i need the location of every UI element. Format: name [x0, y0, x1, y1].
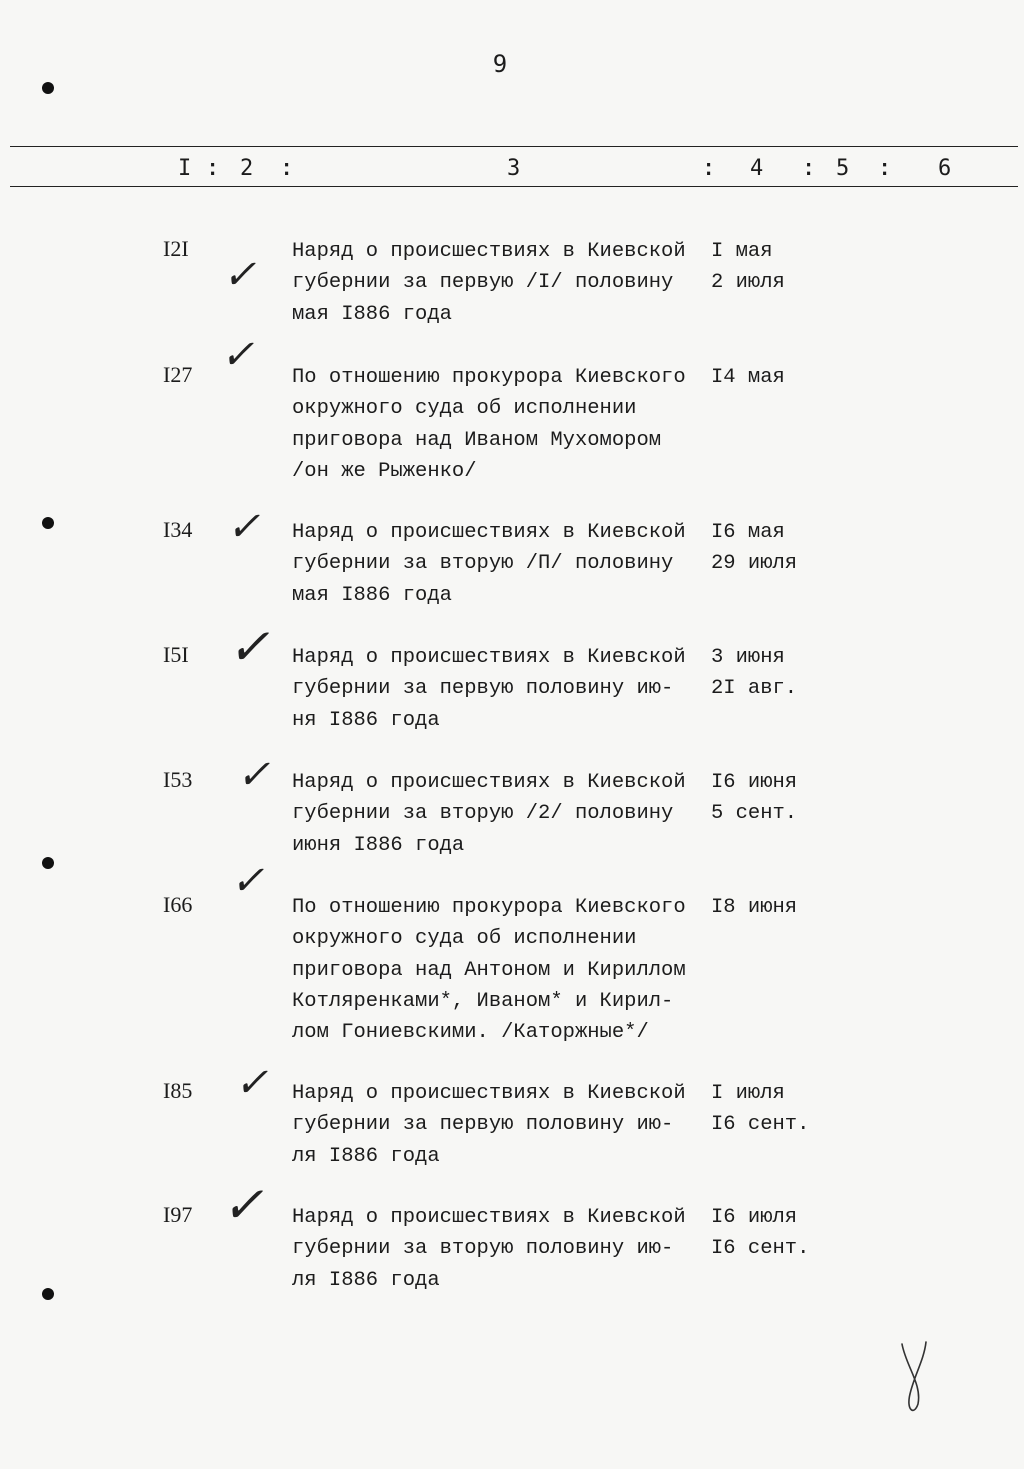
column-header-3: 3 [507, 156, 521, 181]
column-header-6: 6 [938, 156, 952, 181]
date-end: 2 июля [711, 271, 785, 295]
column-separator: : [878, 157, 892, 182]
entry-description [292, 892, 712, 1048]
date-start: I6 мая [711, 521, 785, 544]
description-line: Наряд о происшествиях в Киевской [292, 1206, 686, 1229]
entry-description [292, 1078, 712, 1172]
entry-description [292, 1202, 712, 1296]
column-header-1: I [178, 156, 192, 181]
punch-hole-icon [42, 517, 54, 529]
description-line: Наряд о происшествиях в Киевской [292, 521, 686, 544]
check-mark-icon: ✓ [220, 252, 266, 298]
entry-dates [711, 236, 785, 299]
date-end: 2I авг. [711, 677, 798, 701]
date-start: I мая [711, 240, 773, 263]
entry-description [292, 517, 712, 611]
column-header-5: 5 [836, 156, 850, 181]
header-bottom-rule [10, 186, 1018, 187]
description-line: Наряд о происшествиях в Киевской [292, 646, 686, 669]
column-header-2: 2 [240, 156, 254, 181]
description-line: губернии за вторую /2/ половину [292, 802, 674, 826]
check-mark-icon: ✓ [218, 1176, 276, 1234]
description-line: окружного суда об исполнении [292, 927, 637, 951]
column-separator: : [802, 157, 816, 182]
entry-number: I85 [163, 1078, 193, 1103]
handwritten-margin-mark-icon [896, 1336, 936, 1416]
entry-number: I5I [163, 642, 189, 667]
entry-description [292, 642, 712, 736]
column-header-4: 4 [750, 156, 764, 181]
column-separator: : [206, 157, 220, 182]
header-top-rule [10, 146, 1018, 147]
entry-dates [711, 362, 785, 393]
entry-number: I66 [163, 892, 193, 917]
description-line: июня I886 года [292, 833, 465, 857]
description-line: окружного суда об исполнении [292, 397, 637, 421]
punch-hole-icon [42, 857, 54, 869]
description-line: По отношению прокурора Киевского [292, 366, 686, 389]
date-end: I6 сент. [711, 1113, 810, 1137]
description-line: мая I886 года [292, 583, 452, 607]
check-mark-icon: ✓ [228, 858, 274, 904]
entry-number: I2I [163, 236, 189, 261]
date-start: I6 июня [711, 771, 798, 794]
entry-description [292, 767, 712, 861]
date-end: I6 сент. [711, 1237, 810, 1261]
entry-dates [711, 892, 797, 923]
date-start: 3 июня [711, 646, 785, 669]
column-separator: : [280, 157, 294, 182]
entry-number: I34 [163, 517, 193, 542]
description-line: приговора над Иваном Мухомором [292, 428, 662, 452]
description-line: Котляренками*, Иваном* и Кирил- [292, 989, 674, 1013]
description-line: По отношению прокурора Киевского [292, 896, 686, 919]
entry-dates [711, 1078, 809, 1141]
check-mark-icon: ✓ [224, 618, 282, 676]
date-start: I июля [711, 1082, 785, 1105]
check-mark-icon: ✓ [234, 752, 280, 798]
description-line: мая I886 года [292, 302, 452, 326]
check-mark-icon: ✓ [232, 1060, 278, 1106]
description-line: ля I886 года [292, 1268, 440, 1292]
check-mark-icon: ✓ [218, 332, 264, 378]
description-line: лом Гониевскими. /Каторжные*/ [292, 1021, 649, 1045]
entry-number: I53 [163, 767, 193, 792]
description-line: Наряд о происшествиях в Киевской [292, 240, 686, 263]
date-end: 5 сент. [711, 802, 798, 826]
punch-hole-icon [42, 1288, 54, 1300]
description-line: ня I886 года [292, 708, 440, 732]
page-number: 9 [492, 50, 508, 78]
entry-number: I27 [163, 362, 193, 387]
date-start: I6 июля [711, 1206, 798, 1229]
date-end: 29 июля [711, 552, 798, 576]
description-line: /он же Рыженко/ [292, 459, 477, 483]
entry-dates [711, 1202, 809, 1265]
punch-hole-icon [42, 82, 54, 94]
description-line: Наряд о происшествиях в Киевской [292, 771, 686, 794]
date-start: I4 мая [711, 366, 785, 389]
description-line: губернии за первую половину ию- [292, 1113, 674, 1137]
description-line: губернии за первую /I/ половину [292, 271, 674, 295]
description-line: губернии за вторую половину ию- [292, 1237, 674, 1261]
description-line: Наряд о происшествиях в Киевской [292, 1082, 686, 1105]
entry-description [292, 236, 712, 330]
entry-number: I97 [163, 1202, 193, 1227]
entry-dates [711, 767, 797, 830]
entry-description [292, 362, 712, 487]
date-start: I8 июня [711, 896, 798, 919]
description-line: губернии за вторую /П/ половину [292, 552, 674, 576]
description-line: приговора над Антоном и Кириллом [292, 958, 686, 982]
description-line: губернии за первую половину ию- [292, 677, 674, 701]
column-separator: : [702, 157, 716, 182]
entry-dates [711, 517, 797, 580]
description-line: ля I886 года [292, 1144, 440, 1168]
check-mark-icon: ✓ [224, 504, 270, 550]
entry-dates [711, 642, 797, 705]
